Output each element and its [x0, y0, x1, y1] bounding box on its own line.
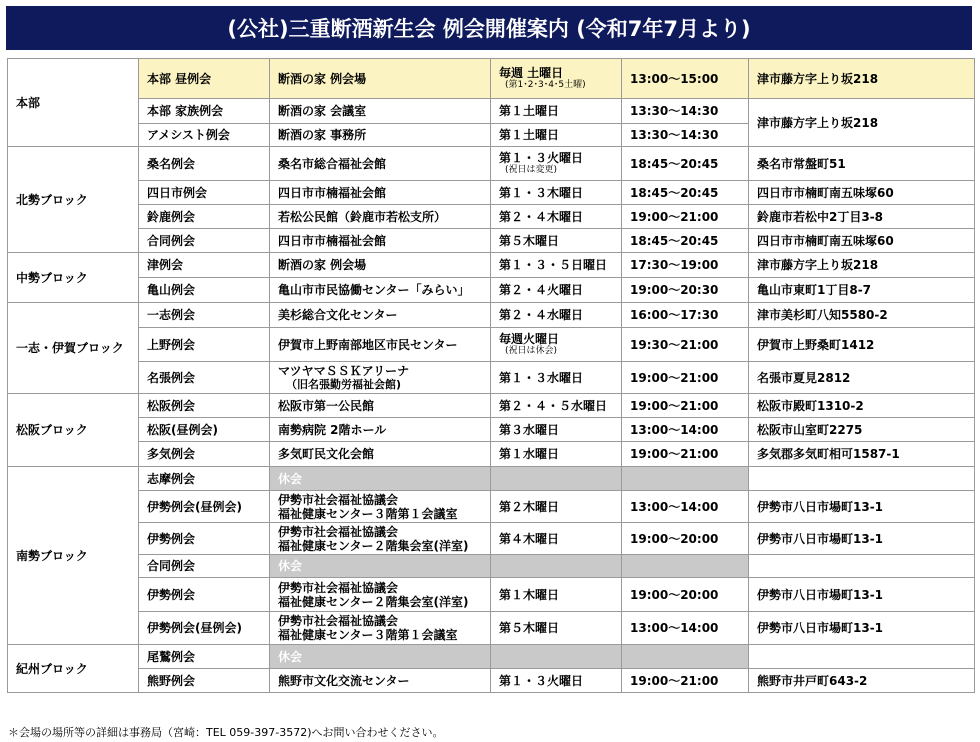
meeting-day: 第１・３・５日曜日: [491, 253, 622, 278]
table-row: [8, 253, 975, 278]
meeting-day: 第１・３水曜日: [491, 362, 622, 394]
meeting-day: [491, 555, 622, 578]
venue: 伊勢市社会福祉協議会 福祉健康センター３階第１会議室: [270, 612, 491, 645]
block-label: 北勢ブロック: [8, 147, 139, 253]
meeting-day-note: (祝日は変更): [505, 165, 558, 175]
address: 伊賀市上野桑町1412: [749, 328, 975, 362]
table-row: [8, 467, 975, 491]
venue: 断酒の家 事務所: [270, 124, 491, 147]
meeting-time: 13:00～15:00: [622, 59, 749, 99]
meeting-time: 19:30～21:00: [622, 328, 749, 362]
meeting-time: 19:00～21:00: [622, 442, 749, 467]
block-label: 南勢ブロック: [8, 467, 139, 645]
table-row: [8, 205, 975, 229]
table-row: [8, 394, 975, 418]
address: 津市美杉町八知5580-2: [749, 303, 975, 328]
table-row: [8, 147, 975, 181]
table-row: [8, 645, 975, 669]
meeting-name: 伊勢例会: [139, 523, 270, 555]
venue: 四日市市楠福祉会館: [270, 181, 491, 205]
venue: 熊野市文化交流センター: [270, 669, 491, 693]
meeting-name: 熊野例会: [139, 669, 270, 693]
meeting-day: 第１土曜日: [491, 99, 622, 124]
meeting-time: 17:30～19:00: [622, 253, 749, 278]
meeting-day: 第１・３火曜日 (祝日は変更): [491, 147, 622, 181]
venue-room: 福祉健康センター３階第１会議室: [278, 628, 458, 642]
table-row: [8, 418, 975, 442]
meeting-time: 18:45～20:45: [622, 147, 749, 181]
meeting-name: 松阪(昼例会): [139, 418, 270, 442]
address: 桑名市常盤町51: [749, 147, 975, 181]
venue: 多気町民文化会館: [270, 442, 491, 467]
table-row: [8, 555, 975, 578]
meeting-time: 19:00～20:00: [622, 578, 749, 612]
table-row: [8, 99, 975, 124]
meeting-day: 毎週 土曜日 (第1･2･3･4･5土曜): [491, 59, 622, 99]
meeting-day: 第５木曜日: [491, 612, 622, 645]
meeting-name: 本部 家族例会: [139, 99, 270, 124]
address: 津市藤方字上り坂218: [749, 59, 975, 99]
meeting-time: [622, 467, 749, 491]
meeting-time: 13:00～14:00: [622, 612, 749, 645]
address: [749, 555, 975, 578]
venue: 断酒の家 例会場: [270, 253, 491, 278]
address: 津市藤方字上り坂218: [749, 253, 975, 278]
table-row: [8, 669, 975, 693]
meeting-name: 多気例会: [139, 442, 270, 467]
meeting-name: 桑名例会: [139, 147, 270, 181]
meeting-time: 19:00～21:00: [622, 394, 749, 418]
meeting-name: アメシスト例会: [139, 124, 270, 147]
meeting-name: 伊勢例会(昼例会): [139, 612, 270, 645]
address: 伊勢市八日市場町13-1: [749, 491, 975, 523]
address: 伊勢市八日市場町13-1: [749, 578, 975, 612]
venue: 四日市市楠福祉会館: [270, 229, 491, 253]
table-row: [8, 328, 975, 362]
venue: 伊勢市社会福祉協議会 福祉健康センター３階第１会議室: [270, 491, 491, 523]
meeting-time: [622, 555, 749, 578]
meeting-day-note: (祝日は休会): [505, 346, 558, 356]
meeting-day: 第３水曜日: [491, 418, 622, 442]
meeting-day: 第２・４火曜日: [491, 278, 622, 303]
venue-former-name: （旧名張勤労福祉会館): [286, 378, 402, 391]
meeting-day: 第１・３木曜日: [491, 181, 622, 205]
address: 熊野市井戸町643-2: [749, 669, 975, 693]
address: 亀山市東町1丁目8-7: [749, 278, 975, 303]
address: 伊勢市八日市場町13-1: [749, 523, 975, 555]
address: 津市藤方字上り坂218: [749, 99, 975, 147]
meeting-day: 第２・４水曜日: [491, 303, 622, 328]
table-row: [8, 362, 975, 394]
meeting-day: 第４木曜日: [491, 523, 622, 555]
venue: 断酒の家 例会場: [270, 59, 491, 99]
address: 名張市夏見2812: [749, 362, 975, 394]
meeting-time: 18:45～20:45: [622, 181, 749, 205]
table-row: [8, 523, 975, 555]
venue-room: 福祉健康センター２階集会室(洋室): [278, 538, 469, 553]
meeting-name: 本部 昼例会: [139, 59, 270, 99]
meeting-name: 合同例会: [139, 555, 270, 578]
meeting-day: 第１土曜日: [491, 124, 622, 147]
address: 四日市市楠町南五味塚60: [749, 181, 975, 205]
venue-closed: 休会: [270, 645, 491, 669]
meeting-day: [491, 645, 622, 669]
address: 松阪市山室町2275: [749, 418, 975, 442]
venue-room: 福祉健康センター３階第１会議室: [278, 506, 458, 521]
table-row: [8, 303, 975, 328]
meeting-name: 一志例会: [139, 303, 270, 328]
meeting-name: 伊勢例会: [139, 578, 270, 612]
page-title: (公社)三重断酒新生会 例会開催案内 (令和7年7月より): [6, 6, 972, 50]
meeting-day: 毎週火曜日 (祝日は休会): [491, 328, 622, 362]
meeting-day: 第１木曜日: [491, 578, 622, 612]
meeting-name: 伊勢例会(昼例会): [139, 491, 270, 523]
meeting-time: 19:00～21:00: [622, 362, 749, 394]
table-row: [8, 612, 975, 645]
block-label: 本部: [8, 59, 139, 147]
meeting-time: 13:30～14:30: [622, 124, 749, 147]
meeting-name: 上野例会: [139, 328, 270, 362]
meeting-time: 13:30～14:30: [622, 99, 749, 124]
table-row: [8, 229, 975, 253]
meeting-name: 志摩例会: [139, 467, 270, 491]
meeting-time: 19:00～20:00: [622, 523, 749, 555]
venue: 若松公民館（鈴鹿市若松支所）: [270, 205, 491, 229]
address: 多気郡多気町相可1587-1: [749, 442, 975, 467]
address: 鈴鹿市若松中2丁目3-8: [749, 205, 975, 229]
venue: 美杉総合文化センター: [270, 303, 491, 328]
meeting-time: 13:00～14:00: [622, 418, 749, 442]
meeting-name: 尾鷲例会: [139, 645, 270, 669]
meeting-name: 名張例会: [139, 362, 270, 394]
meeting-name: 松阪例会: [139, 394, 270, 418]
block-label: 一志・伊賀ブロック: [8, 303, 139, 394]
meeting-time: 19:00～21:00: [622, 205, 749, 229]
venue: 伊賀市上野南部地区市民センター: [270, 328, 491, 362]
meeting-name: 津例会: [139, 253, 270, 278]
venue: 南勢病院 2階ホール: [270, 418, 491, 442]
meeting-time: 19:00～21:00: [622, 669, 749, 693]
block-label: 松阪ブロック: [8, 394, 139, 467]
meeting-day: 第２・４・５水曜日: [491, 394, 622, 418]
venue: 松阪市第一公民館: [270, 394, 491, 418]
address: [749, 645, 975, 669]
meeting-name: 合同例会: [139, 229, 270, 253]
address: 松阪市殿町1310-2: [749, 394, 975, 418]
address: [749, 467, 975, 491]
meeting-day: [491, 467, 622, 491]
venue: 断酒の家 会議室: [270, 99, 491, 124]
table-row: [8, 442, 975, 467]
meeting-name: 四日市例会: [139, 181, 270, 205]
venue: マツヤマＳＳＫアリーナ （旧名張勤労福祉会館): [270, 362, 491, 394]
venue: 桑名市総合福祉会館: [270, 147, 491, 181]
block-label: 紀州ブロック: [8, 645, 139, 693]
meeting-time: 16:00～17:30: [622, 303, 749, 328]
meeting-name: 鈴鹿例会: [139, 205, 270, 229]
venue-closed: 休会: [270, 467, 491, 491]
table-row: [8, 59, 975, 99]
meeting-day: 第２木曜日: [491, 491, 622, 523]
meeting-day-note: (第1･2･3･4･5土曜): [505, 80, 586, 90]
address: 伊勢市八日市場町13-1: [749, 612, 975, 645]
footnote: ＊会場の場所等の詳細は事務局（宮崎：TEL 059-397-3572)へお問い合わせください。: [8, 726, 444, 739]
meeting-schedule-table: [7, 58, 975, 693]
table-row: [8, 578, 975, 612]
venue: 伊勢市社会福祉協議会 福祉健康センター２階集会室(洋室): [270, 523, 491, 555]
table-row: [8, 491, 975, 523]
meeting-time: 13:00～14:00: [622, 491, 749, 523]
meeting-time: 18:45～20:45: [622, 229, 749, 253]
table-row: [8, 278, 975, 303]
meeting-day: 第１・３火曜日: [491, 669, 622, 693]
meeting-day: 第２・４木曜日: [491, 205, 622, 229]
meeting-time: 19:00～20:30: [622, 278, 749, 303]
meeting-day: 第１水曜日: [491, 442, 622, 467]
meeting-name: 亀山例会: [139, 278, 270, 303]
meeting-day: 第５木曜日: [491, 229, 622, 253]
table-row: [8, 181, 975, 205]
venue: 亀山市市民協働センター「みらい」: [270, 278, 491, 303]
meeting-time: [622, 645, 749, 669]
address: 四日市市楠町南五味塚60: [749, 229, 975, 253]
venue: 伊勢市社会福祉協議会 福祉健康センター２階集会室(洋室): [270, 578, 491, 612]
venue-closed: 休会: [270, 555, 491, 578]
venue-room: 福祉健康センター２階集会室(洋室): [278, 594, 469, 609]
block-label: 中勢ブロック: [8, 253, 139, 303]
